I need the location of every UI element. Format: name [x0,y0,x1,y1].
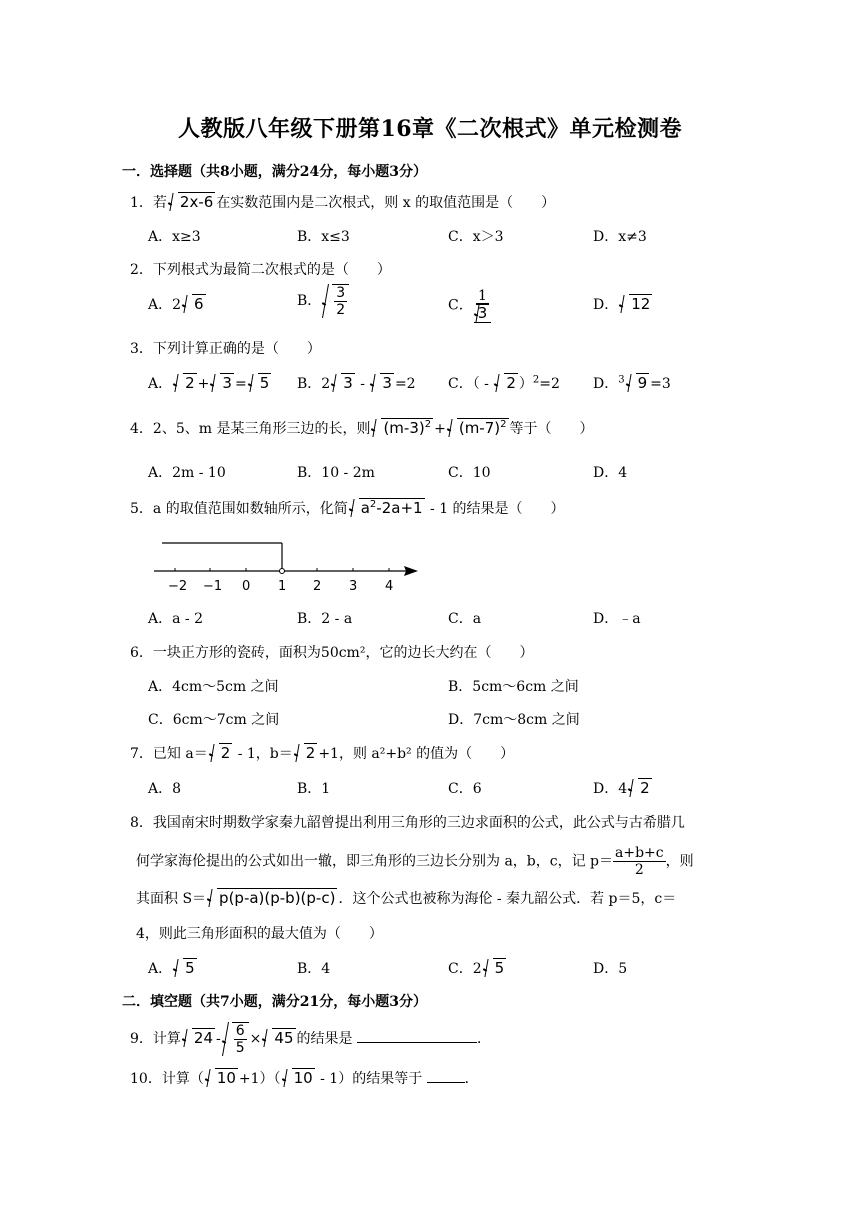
option-b: B． $\frac{3}{2}$ [297,284,350,318]
number-line-figure [148,535,428,595]
question-2: 2．下列根式为最简二次根式的是（ ） [130,262,391,278]
sqrt-expression: 2x-6 [168,193,215,211]
option-a: A．4cm～5cm 之间 [148,679,279,695]
answer-blank[interactable] [357,1042,477,1043]
question-8-line-1: 8．我国南宋时期数学家秦九韶曾提出利用三角形的三边求面积的公式，此公式与古希腊几 [130,815,685,831]
section-heading-fill: 二．填空题（共7小题，满分21分，每小题3分） [122,994,427,1010]
option-c: C．6 [448,781,482,797]
tick-label: −2 [168,579,188,594]
open-point [280,569,285,574]
question-6: 6．一块正方形的瓷砖，面积为50cm²，它的边长大约在（ ） [130,645,534,661]
tick-label: 2 [313,579,322,594]
option-a: A．a - 2 [148,611,203,627]
option-a: A．2m - 10 [148,465,226,481]
option-d: D．7cm～8cm 之间 [448,712,580,728]
option-c: C．a [448,611,482,627]
question-8-line-4: 4，则此三角形面积的最大值为（ ） [136,926,383,942]
option-d: D． 12 [593,295,651,313]
option-b: B．2 3 - 3 =2 [297,374,416,392]
question-8-line-3: 其面积 S＝ p(p-a)(p-b)(p-c) ．这个公式也被称为海伦 - 秦九韶公式．若 p＝5，c＝ [136,889,677,907]
option-b: B．1 [297,781,331,797]
option-c: C．6cm～7cm 之间 [148,712,280,728]
answer-blank[interactable] [427,1082,465,1083]
question-3: 3．下列计算正确的是（ ） [130,341,321,357]
option-a: A．x≥3 [148,229,201,245]
option-a: A． 2 + 3 = 5 [148,374,270,392]
page-title: 人教版八年级下册第16章《二次根式》单元检测卷 [177,116,683,142]
option-b: B．x≤3 [297,229,350,245]
option-a: A． 5 [148,959,195,977]
question-9: 9．计算 24 - $\frac{6}{5}$ × 45 的结果是 ． [130,1023,491,1056]
tick-label: −1 [203,579,223,594]
tick-label: 1 [278,579,287,594]
option-c: C．（ - 2 ）$^2$=2 [448,374,560,392]
question-4: 4．2、5、m 是某三角形三边的长，则 $(m-3)^2 + (m-7)^2$ 等于（ ） [130,419,594,437]
option-b: B．5cm～6cm 之间 [448,679,579,695]
section-heading-choice: 一．选择题（共8小题，满分24分，每小题3分） [122,164,427,180]
option-a: A．2 6 [148,295,204,313]
option-d: D．4 [593,465,628,481]
option-d: D．x≠3 [593,229,647,245]
option-b: B．4 [297,961,331,977]
option-d: D．$^3$ 9 =3 [593,374,671,392]
question-8-line-2: 何学家海伦提出的公式如出一辙，即三角形的三边长分别为 a，b，c，记 p＝ $\frac{a+b+c}{2}$ ，则 [136,845,694,878]
tick-label: 3 [349,579,358,594]
option-c: C．x＞3 [448,229,504,245]
option-b: B．2 - a [297,611,353,627]
axis-arrow [404,566,418,576]
option-d: D．﹣a [593,611,641,627]
option-b: B．10 - 2m [297,465,375,481]
question-1: 1．若 2x-6 在实数范围内是二次根式，则 x 的取值范围是（ ） [130,193,556,211]
option-c: C．10 [448,465,491,481]
option-c: C．2 5 [448,959,505,977]
question-7: 7．已知 a＝ 2 - 1，b＝ 2 +1，则 a²+b² 的值为（ ） [130,744,515,762]
option-c: C． $\frac{1}{3}$ [448,288,492,323]
option-a: A．8 [148,781,182,797]
option-d: D．4 2 [593,779,650,797]
tick-label: 4 [385,579,394,594]
tick-label: 0 [242,579,251,594]
option-d: D．5 [593,961,628,977]
question-5: 5．a 的取值范围如数轴所示，化简 $a^2-2a+1 - 1$ 的结果是（ ） [130,499,565,517]
question-10: 10．计算（ 10 +1）（ 10 - 1）的结果等于 ． [130,1069,479,1087]
